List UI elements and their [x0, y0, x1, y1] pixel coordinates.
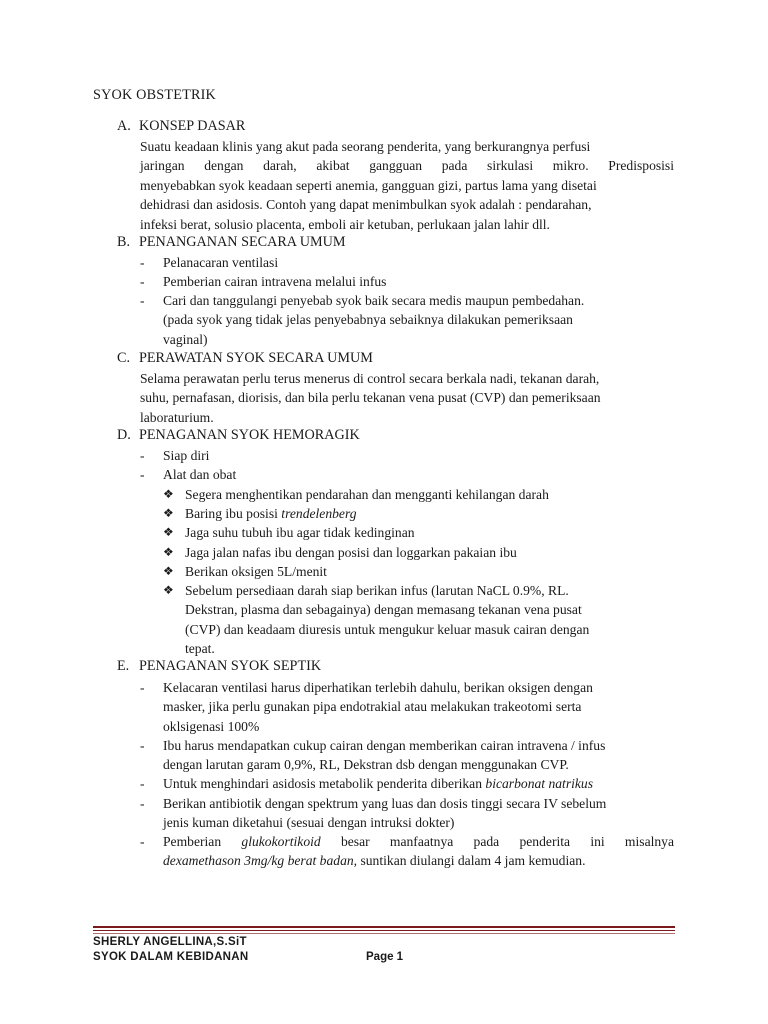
list-item: - Pelanacaran ventilasi: [140, 253, 674, 272]
diamond-bullet-icon: ❖: [163, 506, 174, 520]
paragraph-line: laboraturium.: [140, 409, 214, 425]
section-a-letter: A.: [117, 118, 131, 134]
dash-bullet-icon: -: [140, 448, 145, 463]
paragraph-line: Suatu keadaan klinis yang akut pada seorang penderita, yang berkurangnya perfusi: [140, 139, 591, 154]
dash-bullet-icon: -: [140, 834, 145, 849]
list-item: - Berikan antibiotik dengan spektrum yang luas dan dosis tinggi secara IV sebelum jenis kuman diketahui (sesuai dengan intruksi dokter): [140, 796, 607, 831]
dash-bullet-icon: -: [140, 680, 145, 695]
section-e-heading: [117, 658, 321, 675]
dash-bullet-icon: -: [140, 467, 145, 482]
paragraph-line: jaringan dengan darah, akibat gangguan pada sirkulasi mikro. Predisposisi: [140, 158, 674, 174]
section-a-paragraph: [140, 137, 674, 234]
list-item: - Alat dan obat: [140, 465, 674, 484]
diamond-bullet-icon: ❖: [163, 525, 174, 539]
section-a-heading: [117, 118, 245, 135]
section-b-title: PENANGANAN SECARA UMUM: [139, 234, 346, 250]
sub-list-item: ❖ Baring ibu posisi trendelenberg: [163, 504, 674, 523]
paragraph-line: Selama perawatan perlu terus menerus di control secara berkala nadi, tekanan darah,: [140, 371, 600, 386]
footer-subtitle: SYOK DALAM KEBIDANAN: [93, 951, 249, 963]
dash-bullet-icon: -: [140, 738, 145, 753]
dash-bullet-icon: -: [140, 796, 145, 811]
sub-list-item: ❖ Sebelum persediaan darah siap berikan infus (larutan NaCL 0.9%, RL. Dekstran, plasma dan sebagainya) dengan memasang tekanan vena pusat (CVP) dan keadaam diuresis untuk mengukur keluar masuk cairan dengan tepat.: [163, 583, 590, 657]
paragraph-line: suhu, pernafasan, diorisis, dan bila perlu tekanan vena pusat (CVP) dan pemeriksaan: [140, 390, 601, 406]
list-item: - Siap diri: [140, 446, 674, 465]
page-number: Page 1: [366, 951, 404, 963]
paragraph-line: infeksi berat, solusio placenta, emboli air ketuban, perlukaan jalan lahir dll.: [140, 216, 550, 232]
dash-bullet-icon: -: [140, 293, 145, 308]
sub-list-item: ❖ Segera menghentikan pendarahan dan mengganti kehilangan darah: [163, 485, 674, 504]
footer-rule: [93, 933, 675, 934]
list-item: - Untuk menghindari asidosis metabolik penderita diberikan bicarbonat natrikus: [140, 774, 674, 793]
dash-bullet-icon: -: [140, 255, 145, 270]
section-e-title: PENAGANAN SYOK SEPTIK: [139, 658, 322, 674]
section-c-paragraph: [140, 369, 674, 427]
diamond-bullet-icon: ❖: [163, 583, 174, 597]
diamond-bullet-icon: ❖: [163, 564, 174, 578]
paragraph-line: dehidrasi dan asidosis. Contoh yang dapat menimbulkan syok adalah : pendarahan,: [140, 197, 592, 213]
paragraph-line: menyebabkan syok keadaan seperti anemia, gangguan gizi, partus lama yang disetai: [140, 177, 597, 193]
section-d-heading: [117, 427, 360, 444]
section-e-letter: E.: [117, 658, 130, 674]
sub-list-item: ❖ Jaga suhu tubuh ibu agar tidak kedinginan: [163, 523, 674, 542]
section-d-letter: D.: [117, 427, 131, 443]
footer-rule: [93, 930, 675, 931]
list-item: - Pemberian cairan intravena melalui infus: [140, 272, 674, 291]
list-item: - Kelacaran ventilasi harus diperhatikan terlebih dahulu, berikan oksigen dengan masker, jika perlu gunakan pipa endotrakial atau melakukan trakeotomi serta oklsigenasi 100%: [140, 680, 593, 734]
list-item: - Ibu harus mendapatkan cukup cairan dengan memberikan cairan intravena / infus dengan larutan garam 0,9%, RL, Dekstran dsb dengan menggunakan CVP.: [140, 738, 606, 773]
dash-bullet-icon: -: [140, 274, 145, 289]
dash-bullet-icon: -: [140, 776, 145, 791]
section-a-title: KONSEP DASAR: [139, 118, 246, 134]
sub-list-item: ❖ Berikan oksigen 5L/menit: [163, 562, 674, 581]
footer-rule: [93, 926, 675, 928]
footer-author: SHERLY ANGELLINA,S.SiT: [93, 936, 247, 948]
section-c-title: PERAWATAN SYOK SECARA UMUM: [139, 350, 373, 366]
diamond-bullet-icon: ❖: [163, 487, 174, 501]
section-c-letter: C.: [117, 350, 131, 366]
sub-list-item: ❖ Jaga jalan nafas ibu dengan posisi dan loggarkan pakaian ibu: [163, 543, 674, 562]
section-d-title: PENAGANAN SYOK HEMORAGIK: [139, 427, 360, 443]
diamond-bullet-icon: ❖: [163, 545, 174, 559]
section-b-heading: [117, 234, 346, 251]
list-item: - Cari dan tanggulangi penyebab syok baik secara medis maupun pembedahan. (pada syok yang tidak jelas penyebabnya sebaiknya dilakukan pemeriksaan vaginal): [140, 293, 585, 347]
document-title: SYOK OBSTETRIK: [93, 87, 217, 103]
section-c-heading: [117, 350, 373, 367]
section-b-letter: B.: [117, 234, 131, 250]
list-item: - Pemberian glukokortikoid besar manfaatnya pada penderita ini misalnya dexamethason 3mg/kg berat badan, suntikan diulangi dalam 4 jam kemudian.: [140, 834, 675, 869]
